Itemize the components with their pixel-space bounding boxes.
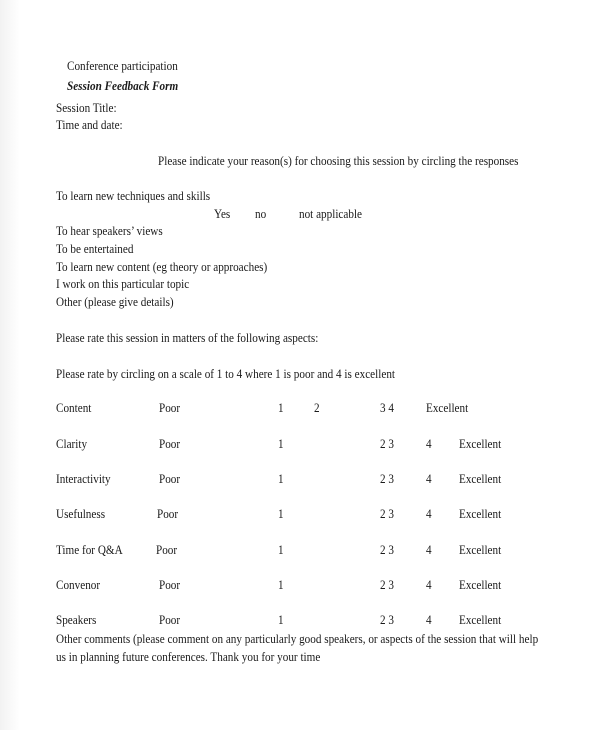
scale-value: 4 bbox=[426, 436, 432, 451]
scale-value: 2 3 bbox=[380, 471, 394, 486]
scale-low-label: Poor bbox=[159, 436, 181, 451]
scale-low-label: Poor bbox=[159, 471, 181, 486]
form-heading: Conference participation bbox=[67, 58, 178, 73]
time-date-label: Time and date: bbox=[56, 117, 123, 132]
scale-high-label: Excellent bbox=[459, 436, 502, 451]
scale-value: 2 3 bbox=[380, 577, 394, 592]
reason-item: To learn new content (eg theory or approaches) bbox=[56, 259, 268, 274]
aspect-label: Clarity bbox=[56, 436, 88, 451]
scale-low-label: Poor bbox=[159, 612, 181, 627]
scale-high-label: Excellent bbox=[459, 577, 502, 592]
reason-item: To hear speakers’ views bbox=[56, 223, 163, 238]
scale-value: 1 bbox=[278, 612, 284, 627]
scale-value: 1 bbox=[278, 506, 284, 521]
aspect-label: Content bbox=[56, 400, 92, 415]
scale-value: 2 3 bbox=[380, 436, 394, 451]
scale-high-label: Excellent bbox=[459, 542, 502, 557]
scale-value: 2 3 bbox=[380, 612, 394, 627]
aspect-label: Interactivity bbox=[56, 471, 111, 486]
reason-item: To be entertained bbox=[56, 241, 134, 256]
reason-item: I work on this particular topic bbox=[56, 276, 190, 291]
response-option-no: no bbox=[255, 206, 267, 221]
scale-value: 4 bbox=[426, 577, 432, 592]
form-title: Session Feedback Form bbox=[67, 78, 179, 93]
scale-value: 1 bbox=[278, 400, 284, 415]
scale-value: 4 bbox=[426, 542, 432, 557]
session-title-label: Session Title: bbox=[56, 100, 117, 115]
response-option-not-applicable: not applicable bbox=[299, 206, 363, 221]
comments-prompt-line2: us in planning future conferences. Thank you for your time bbox=[56, 649, 321, 664]
page-edge-shadow bbox=[0, 0, 20, 730]
scale-value: 1 bbox=[278, 436, 284, 451]
scale-high-label: Excellent bbox=[459, 612, 502, 627]
scale-value: 1 bbox=[278, 471, 284, 486]
aspect-label: Speakers bbox=[56, 612, 97, 627]
scale-value: 2 3 bbox=[380, 506, 394, 521]
reason-instruction: Please indicate your reason(s) for choosing this session by circling the responses bbox=[158, 153, 519, 168]
scale-low-label: Poor bbox=[159, 400, 181, 415]
scale-high-label: Excellent bbox=[459, 471, 502, 486]
aspect-label: Time for Q&A bbox=[56, 542, 123, 557]
scale-value: 4 bbox=[426, 506, 432, 521]
reason-item: To learn new techniques and skills bbox=[56, 188, 211, 203]
scale-low-label: Poor bbox=[156, 542, 178, 557]
scale-value: 4 bbox=[426, 471, 432, 486]
scale-value: 1 bbox=[278, 542, 284, 557]
aspect-label: Usefulness bbox=[56, 506, 106, 521]
scale-value: 3 4 bbox=[380, 400, 394, 415]
scale-high-label: Excellent bbox=[426, 400, 469, 415]
scale-value: 2 bbox=[314, 400, 320, 415]
scale-low-label: Poor bbox=[159, 577, 181, 592]
scale-value: 1 bbox=[278, 577, 284, 592]
aspect-label: Convenor bbox=[56, 577, 101, 592]
scale-value: 4 bbox=[426, 612, 432, 627]
scale-high-label: Excellent bbox=[459, 506, 502, 521]
reason-item: Other (please give details) bbox=[56, 294, 174, 309]
rate-intro: Please rate this session in matters of the following aspects: bbox=[56, 330, 319, 345]
rate-instruction: Please rate by circling on a scale of 1 to 4 where 1 is poor and 4 is excellent bbox=[56, 366, 396, 381]
scale-low-label: Poor bbox=[157, 506, 179, 521]
comments-prompt-line1: Other comments (please comment on any particularly good speakers, or aspects of the session that will help bbox=[56, 631, 539, 646]
response-option-yes: Yes bbox=[214, 206, 231, 221]
scale-value: 2 3 bbox=[380, 542, 394, 557]
